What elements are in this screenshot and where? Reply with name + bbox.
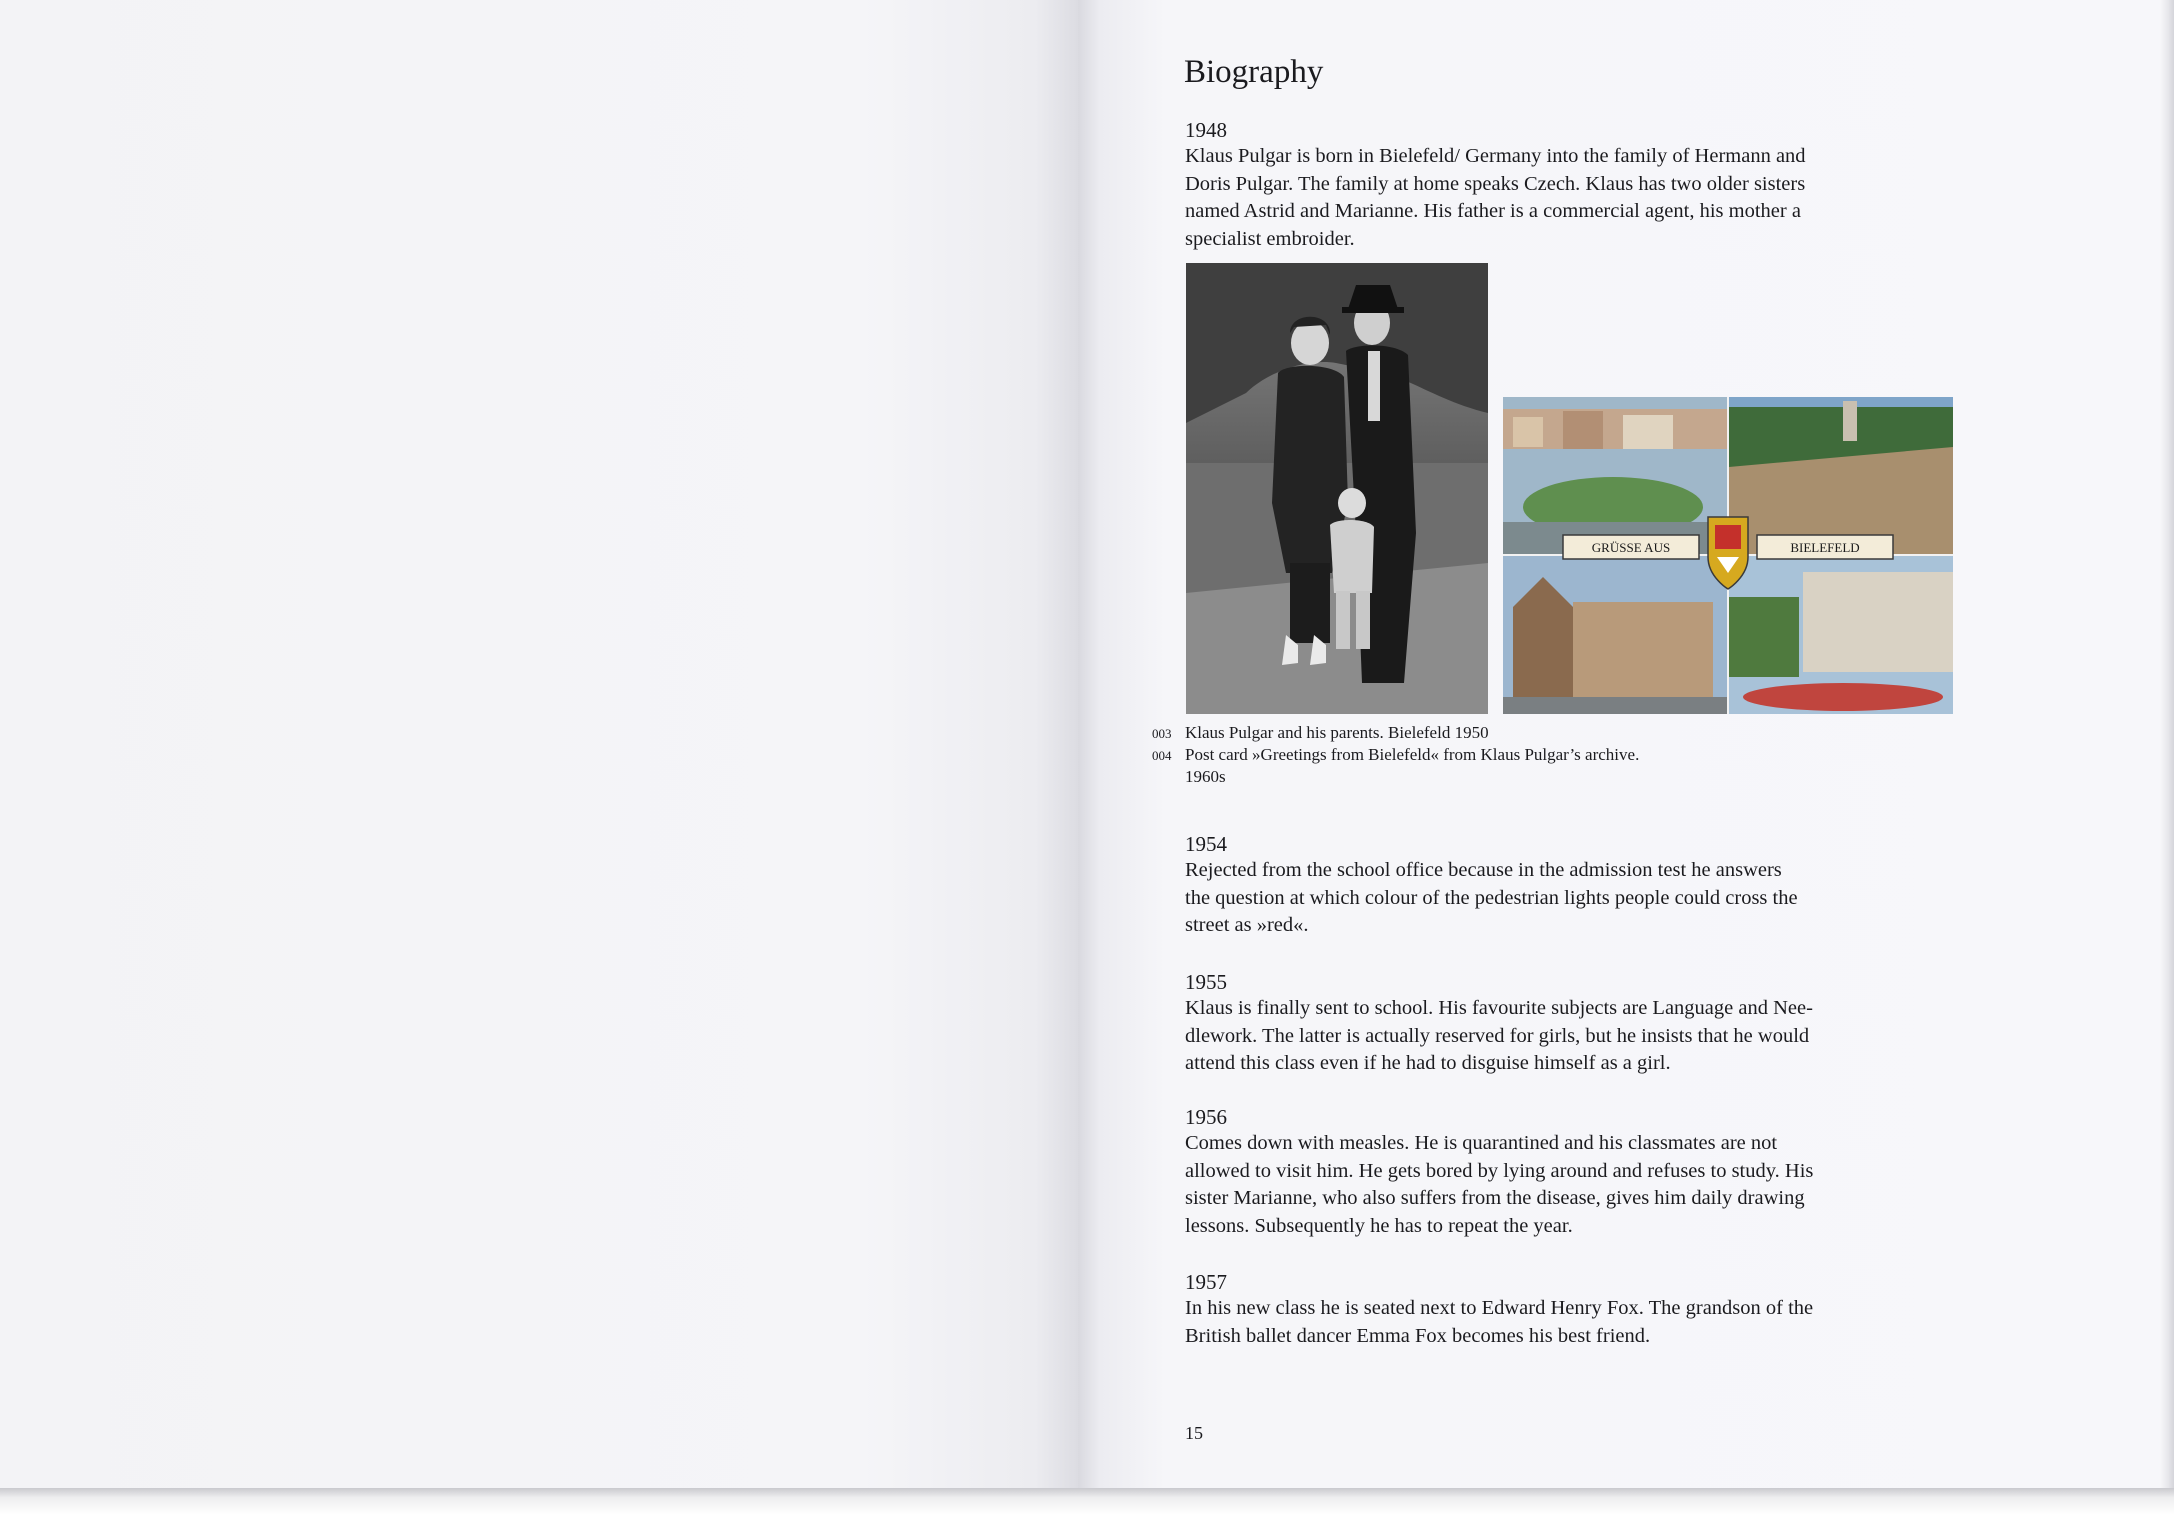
postcard-illustration — [1503, 397, 1953, 714]
entry-text — [1185, 143, 1905, 253]
text-line: lessons. Subsequently he has to repeat the year. — [1185, 1214, 1573, 1237]
year-heading: 1957 — [1185, 1270, 1227, 1294]
text-line: dlework. The latter is actually reserved for girls, but he insists that he would — [1185, 1024, 1810, 1047]
text-line: Klaus Pulgar is born in Bielefeld/ Germany into the family of Hermann and — [1185, 145, 1806, 167]
caption-text: Post card »Greetings from Bielefeld« from Klaus Pulgar’s archive. — [1185, 745, 1640, 764]
page-number: 15 — [1185, 1423, 1203, 1443]
caption-003 — [1152, 723, 1489, 743]
caption-text: Klaus Pulgar and his parents. Bielefeld 1950 — [1185, 723, 1489, 742]
text-line: British ballet dancer Emma Fox becomes his best friend. — [1185, 1324, 1651, 1347]
entry-text — [1185, 857, 1905, 940]
postcard-banner-right: BIELEFELD — [1790, 540, 1860, 555]
text-line: named Astrid and Marianne. His father is a commercial agent, his mother a — [1185, 200, 1801, 222]
year-heading: 1948 — [1185, 118, 1227, 142]
book-shadow — [0, 1488, 2174, 1515]
year-heading: 1954 — [1185, 832, 1227, 856]
text-line: Rejected from the school office because in the admission test he answers — [1185, 859, 1782, 881]
entry-text — [1185, 1295, 1905, 1350]
family-photo-illustration — [1186, 263, 1488, 714]
family-photo — [1186, 263, 1488, 714]
page-title: Biography — [1184, 54, 1324, 90]
year-heading: 1956 — [1185, 1105, 1227, 1129]
text-line: the question at which colour of the pedestrian lights people could cross the — [1185, 886, 1798, 909]
caption-number: 003 — [1152, 726, 1172, 741]
text-line: street as »red«. — [1185, 914, 1309, 936]
caption-number: 004 — [1152, 748, 1172, 763]
text-line: attend this class even if he had to disguise himself as a girl. — [1185, 1052, 1671, 1074]
text-line: Doris Pulgar. The family at home speaks Czech. Klaus has two older sisters — [1185, 172, 1806, 195]
text-line: In his new class he is seated next to Edward Henry Fox. The grandson of the — [1185, 1297, 1814, 1319]
entry-text — [1185, 995, 1905, 1078]
text-line: allowed to visit him. He gets bored by lying around and refuses to study. His — [1185, 1159, 1814, 1182]
text-line: Comes down with measles. He is quarantined and his classmates are not — [1185, 1132, 1778, 1154]
caption-004 — [1152, 745, 1639, 765]
text-line: specialist embroider. — [1185, 227, 1355, 250]
postcard-image — [1503, 397, 1953, 714]
caption-continuation: 1960s — [1185, 767, 1226, 786]
postcard-banner-left: GRÜSSE AUS — [1591, 540, 1671, 555]
text-line: sister Marianne, who also suffers from the disease, gives him daily drawing — [1185, 1187, 1805, 1209]
entry-text — [1185, 1130, 1905, 1240]
left-page-blank — [0, 0, 1078, 1488]
year-heading: 1955 — [1185, 970, 1227, 994]
text-line: Klaus is finally sent to school. His favourite subjects are Language and Nee- — [1185, 997, 1813, 1019]
page-edge — [2160, 0, 2174, 1488]
